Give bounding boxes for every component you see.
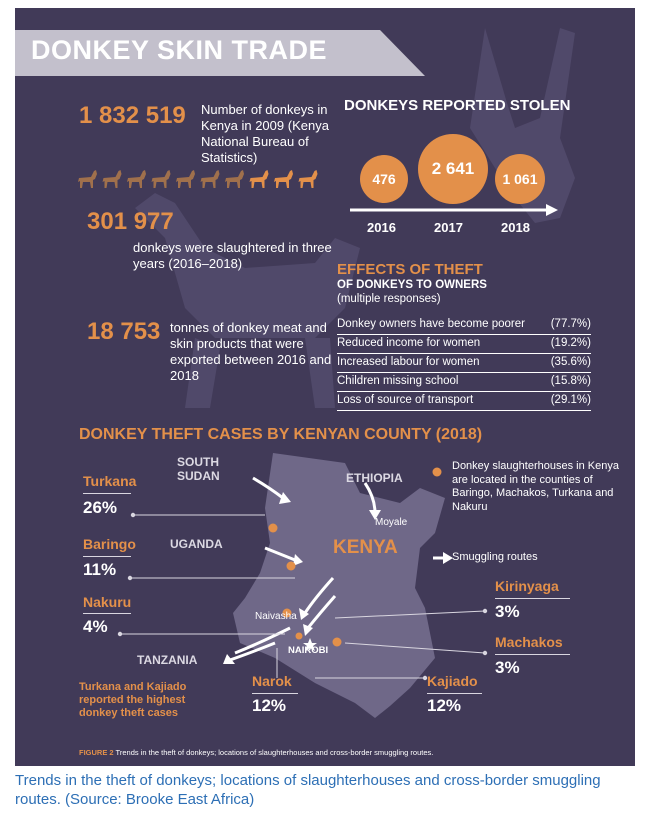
county-nakuru-pct: 4%: [83, 617, 108, 636]
legend-slaughter-dot: [433, 468, 442, 477]
effect-pct: (15.8%): [550, 375, 591, 387]
effect-label: Reduced income for women: [337, 337, 481, 349]
stat-slaughtered-value: 301 977: [87, 208, 174, 235]
stolen-year-2016: 2016: [367, 220, 396, 235]
county-baringo-underline: [83, 556, 131, 557]
donkey-icon: [103, 170, 122, 188]
stolen-year-2017: 2017: [434, 220, 463, 235]
timeline-arrow: [350, 203, 560, 217]
label-moyale: Moyale: [375, 517, 408, 528]
slaughterhouse-turkana: [269, 524, 278, 533]
effects-note: (multiple responses): [337, 293, 441, 305]
effect-row: [337, 316, 591, 335]
effect-row: [337, 392, 591, 411]
county-machakos-pct: 3%: [495, 658, 520, 677]
county-narok-underline: [252, 693, 298, 694]
county-machakos-underline: [495, 654, 570, 655]
effect-pct: (29.1%): [550, 394, 591, 406]
legend-smuggling-routes: Smuggling routes: [452, 551, 538, 563]
donkey-icon: [250, 170, 269, 188]
effect-pct: (35.6%): [550, 356, 591, 368]
county-nakuru-name: Nakuru: [83, 594, 132, 610]
stolen-2017-circle: 2 641: [418, 134, 488, 204]
county-kirinyaga-name: Kirinyaga: [495, 578, 559, 594]
stolen-2018-circle: 1 061: [495, 154, 545, 204]
donkey-icon: [299, 170, 318, 188]
donkey-icon: [152, 170, 171, 188]
figure-label: FIGURE 2: [79, 748, 114, 757]
county-baringo-pct: 11%: [83, 560, 117, 579]
effects-title: EFFECTS OF THEFT: [337, 261, 483, 278]
infographic-poster: [15, 8, 635, 766]
county-kajiado-pct: 12%: [427, 696, 462, 715]
county-turkana-pct: 26%: [83, 498, 118, 517]
stolen-2016-circle: 476: [360, 155, 408, 203]
county-kirinyaga-pct: 3%: [495, 602, 520, 621]
county-baringo-name: Baringo: [83, 536, 136, 552]
county-turkana-underline: [83, 493, 131, 494]
stolen-title: DONKEYS REPORTED STOLEN: [344, 97, 571, 114]
donkey-icon: [201, 170, 220, 188]
stat-slaughtered-text: donkeys were slaughtered in three years (2016–2018): [133, 240, 332, 271]
label-tanzania: TANZANIA: [137, 653, 198, 667]
county-machakos-name: Machakos: [495, 634, 563, 650]
label-naivasha: Naivasha: [255, 611, 297, 622]
effect-pct: (77.7%): [550, 318, 591, 330]
effect-row: [337, 354, 591, 373]
effects-subtitle: OF DONKEYS TO OWNERS: [337, 279, 487, 291]
figure-caption: [79, 748, 433, 757]
county-narok-pct: 12%: [252, 696, 287, 715]
donkey-icon: [127, 170, 146, 188]
stat-donkey-population-value: 1 832 519: [79, 102, 186, 129]
county-kajiado-underline: [427, 693, 482, 694]
stat-exported-text: tonnes of donkey meat and skin products that were exported between 2016 and 2018: [170, 320, 332, 383]
slaughterhouse-baringo: [287, 562, 296, 571]
county-nakuru-underline: [83, 613, 131, 614]
legend-slaughterhouses: Donkey slaughterhouses in Kenya are located in the counties of Baringo, Machakos, Turkana and Nakuru: [452, 460, 619, 513]
donkey-icon: [225, 170, 244, 188]
stat-exported-value: 18 753: [87, 318, 161, 345]
label-ethiopia: ETHIOPIA: [346, 471, 403, 485]
label-kenya: KENYA: [333, 537, 398, 558]
county-kajiado-name: Kajiado: [427, 673, 478, 689]
label-south-sudan-line2: SUDAN: [177, 469, 220, 483]
slaughterhouse-naivasha: [296, 633, 303, 640]
effect-row: [337, 373, 591, 392]
effect-pct: (19.2%): [550, 337, 591, 349]
effect-label: Children missing school: [337, 375, 459, 387]
donkey-icons-row: [77, 168, 337, 194]
map-title: DONKEY THEFT CASES BY KENYAN COUNTY (2018): [79, 426, 483, 443]
effect-label: Donkey owners have become poorer: [337, 318, 525, 330]
county-kirinyaga-underline: [495, 598, 570, 599]
label-south-sudan-line1: SOUTH: [177, 455, 219, 469]
effect-label: Loss of source of transport: [337, 394, 474, 406]
effect-label: Increased labour for women: [337, 356, 480, 368]
county-turkana-name: Turkana: [83, 473, 137, 489]
label-nairobi: NAIROBI: [288, 645, 329, 656]
donkey-icon: [176, 170, 195, 188]
stat-donkey-population-text: Number of donkeys in Kenya in 2009 (Kenya National Bureau of Statistics): [201, 102, 329, 165]
label-uganda: UGANDA: [170, 537, 223, 551]
stolen-year-2018: 2018: [501, 220, 530, 235]
donkey-icon: [274, 170, 293, 188]
highlight-note-text: Turkana and Kajiado reported the highest donkey theft cases: [79, 681, 187, 719]
county-narok-name: Narok: [252, 673, 292, 689]
image-caption: Trends in the theft of donkeys; locations of slaughterhouses and cross-border smuggling routes. (Source: Brooke East Africa): [15, 772, 601, 808]
slaughterhouse-machakos: [333, 638, 342, 647]
effect-row: [337, 335, 591, 354]
donkey-icon: [78, 170, 97, 188]
highlight-note: [79, 681, 219, 720]
page-title: DONKEY SKIN TRADE: [31, 35, 328, 65]
figure-caption-text: Trends in the theft of donkeys; locations of slaughterhouses and cross-border smuggling routes.: [115, 748, 434, 757]
